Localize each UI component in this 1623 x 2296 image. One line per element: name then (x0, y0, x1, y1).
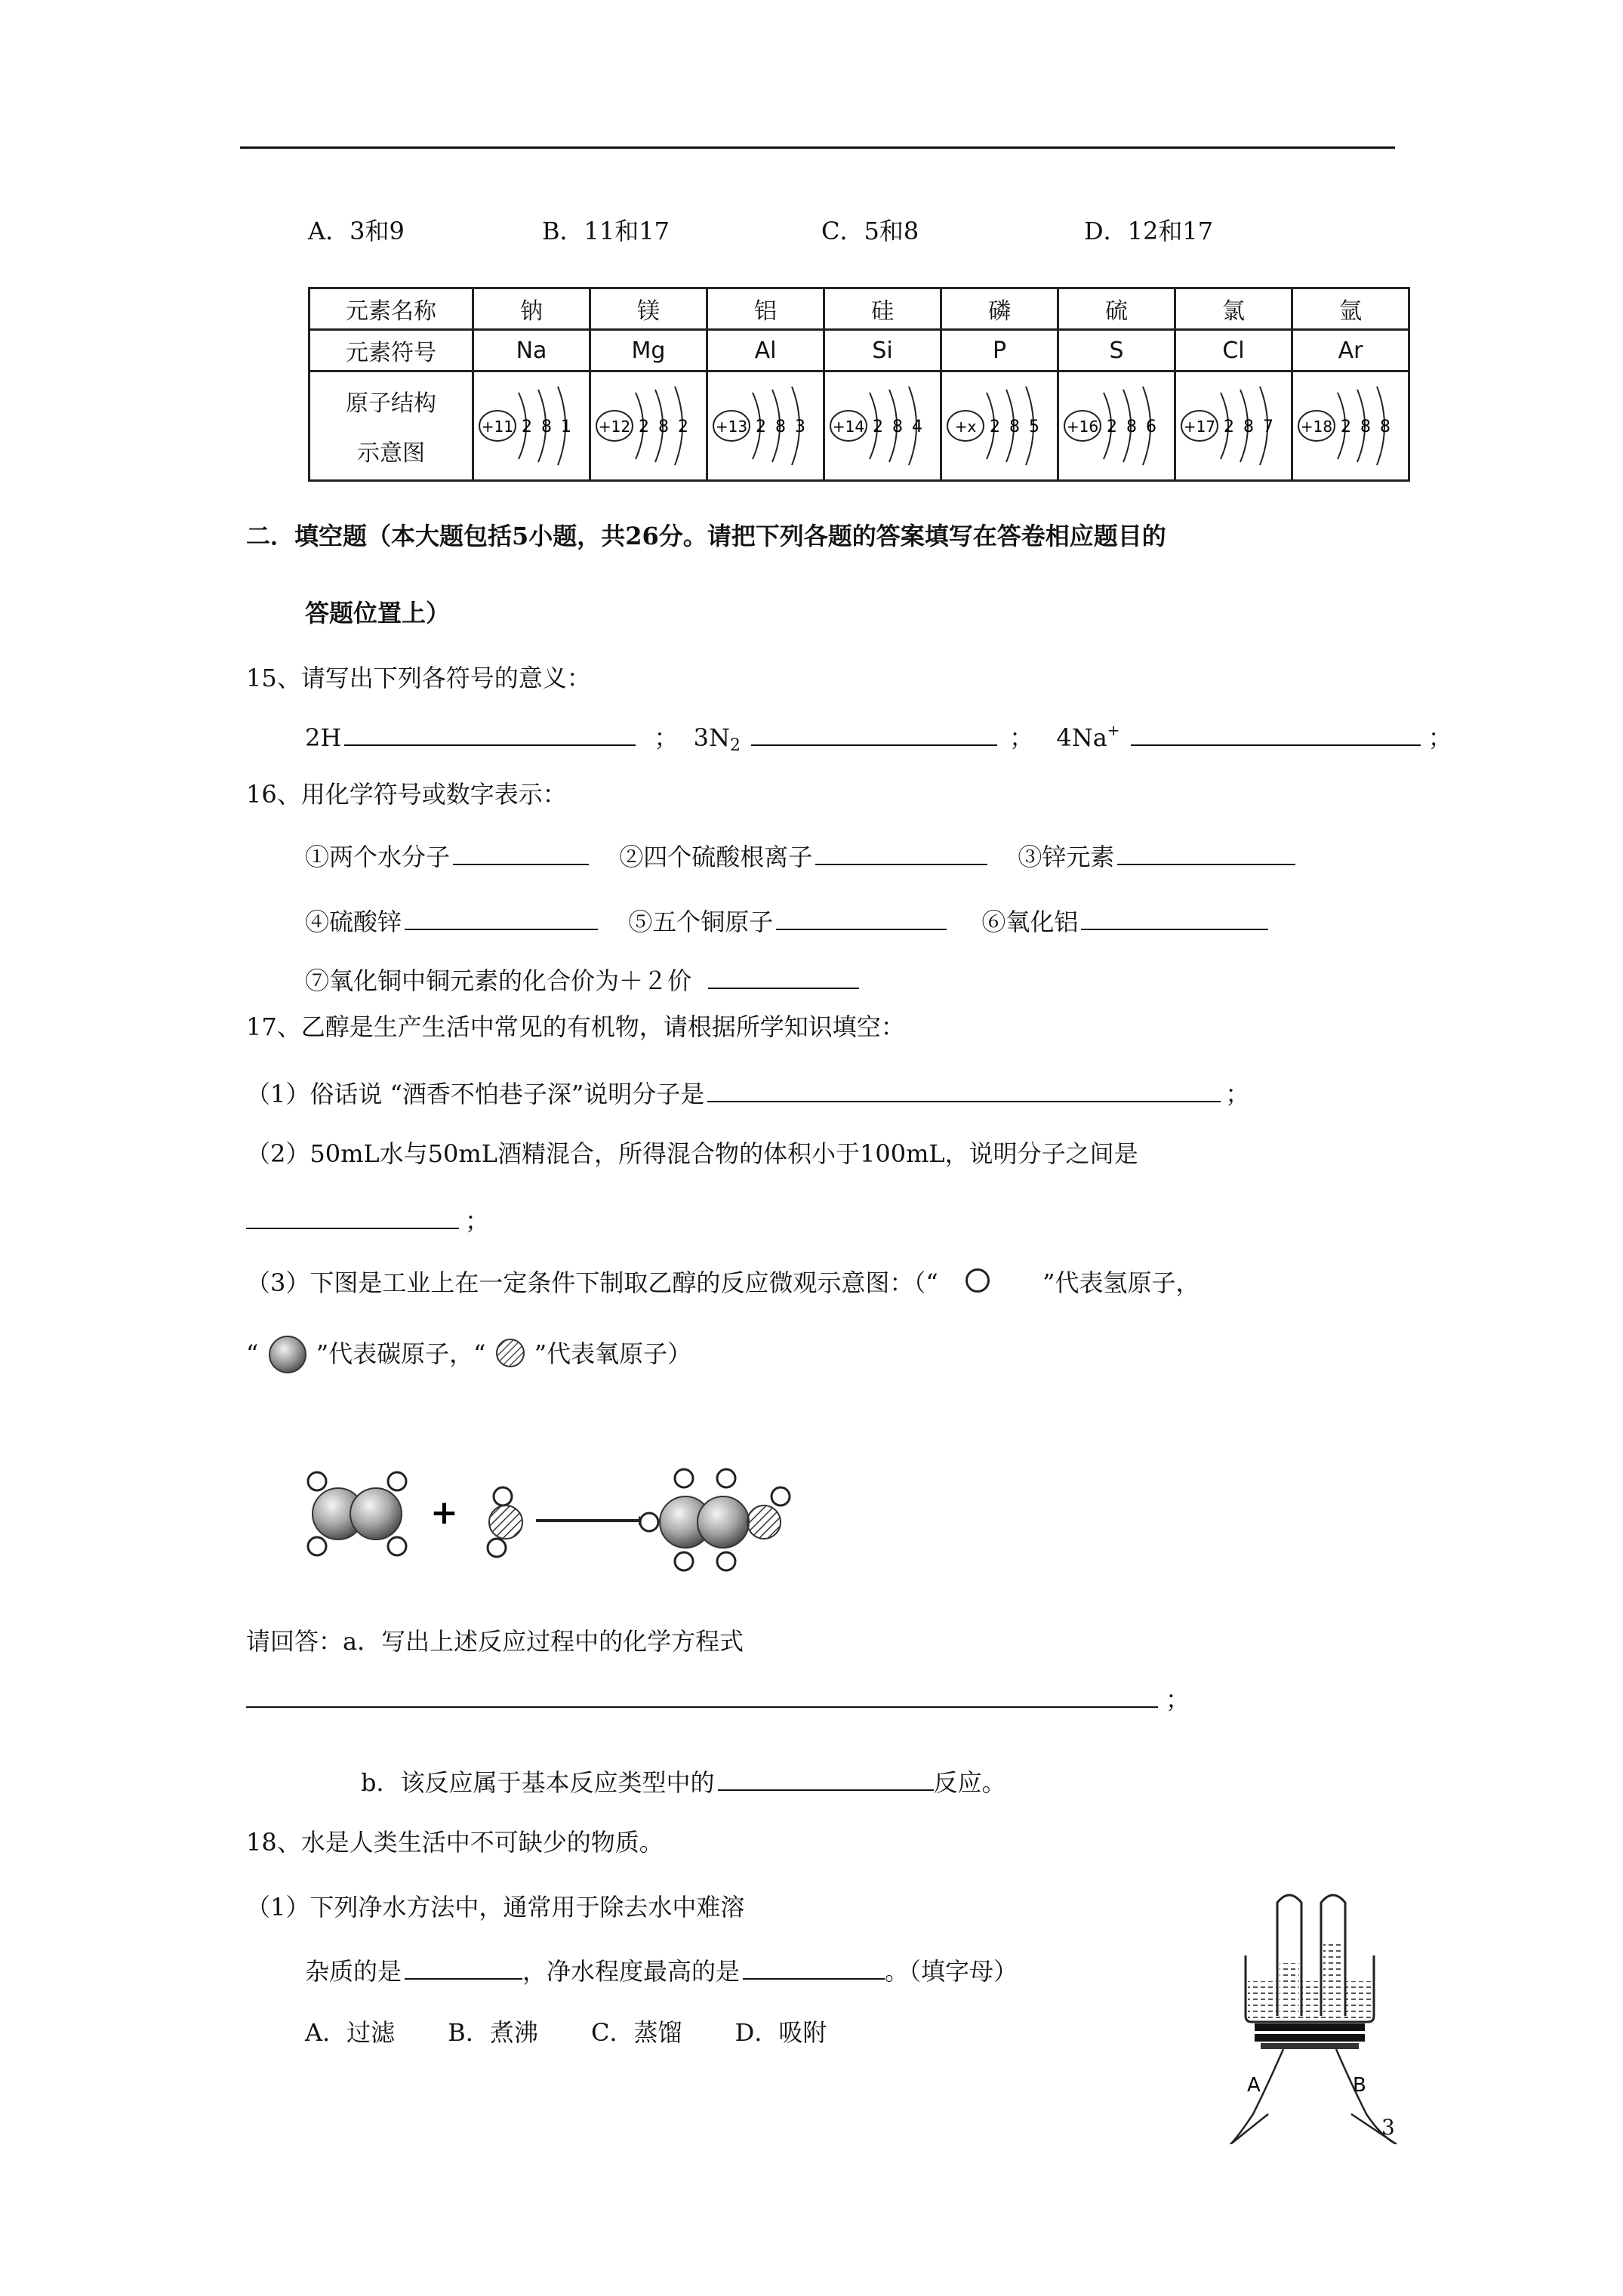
atom-diagram (1292, 371, 1409, 481)
q15-item3: 4Na+ (1056, 721, 1120, 752)
atom-diagram (1175, 371, 1292, 481)
shell-electron-count: 2 (756, 418, 766, 436)
hydrogen-legend-icon (965, 1268, 990, 1293)
page-number: 3 (1381, 2115, 1395, 2140)
hydrogen-atom (308, 1537, 326, 1555)
row-label-structure-line1: 原子结构 (346, 390, 436, 417)
q18-p1-cont: 杂质的是 ，净水程度最高的是 。（填字母） (305, 1957, 1018, 1986)
atom-structure-svg (943, 381, 1056, 471)
hydrogen-atom (717, 1469, 735, 1487)
nuclear-charge: +12 (598, 418, 631, 436)
hydrogen-atom (675, 1552, 693, 1570)
atom-structure-svg (1294, 381, 1407, 471)
answer-blank[interactable] (751, 722, 997, 746)
ethylene-molecule (308, 1472, 406, 1555)
hydrogen-atom (771, 1487, 790, 1505)
atom-diagram (590, 371, 707, 481)
q17-answer-a: 请回答：a．写出上述反应过程中的化学方程式 (246, 1627, 744, 1656)
option-a: A．3和9 (308, 217, 405, 245)
element-name: 磷 (941, 288, 1058, 330)
shell-electron-count: 8 (658, 418, 669, 436)
q15-item2: $3N_2$ (693, 723, 741, 755)
shell-electron-count: 8 (1009, 418, 1020, 436)
reaction-diagram (300, 1450, 829, 1586)
element-symbol: Si (824, 330, 941, 371)
electrolysis-apparatus (1208, 1888, 1404, 2144)
element-symbol: Na (473, 330, 590, 371)
shell-electron-count: 2 (1224, 418, 1234, 436)
q16-item: ②四个硫酸根离子 (619, 843, 813, 871)
element-name: 铝 (707, 288, 824, 330)
q17-p3-cont: “ ”代表碳原子，“ ”代表氧原子） (246, 1333, 691, 1376)
nuclear-charge: +18 (1300, 418, 1333, 436)
oxygen-atom (489, 1505, 522, 1539)
shell-electron-count: 8 (541, 418, 552, 436)
row-label-name: 元素名称 (310, 288, 473, 330)
row-label-symbol: 元素符号 (310, 330, 473, 371)
element-name: 钠 (473, 288, 590, 330)
hydrogen-atom (494, 1487, 512, 1505)
q16-row1 (305, 841, 1295, 869)
answer-blank[interactable] (1131, 722, 1421, 746)
nuclear-charge: +13 (715, 418, 748, 436)
answer-blank[interactable] (1117, 841, 1295, 865)
hydrogen-atom (717, 1552, 735, 1570)
hydrogen-atom (388, 1537, 406, 1555)
q18-options (305, 2020, 827, 2045)
answer-blank[interactable] (718, 1767, 934, 1791)
q16-item: ⑤五个铜原子 (628, 908, 774, 936)
element-symbol: S (1058, 330, 1175, 371)
water-molecule (488, 1487, 522, 1557)
option-d: D．12和17 (1084, 217, 1214, 245)
shell-electron-count: 8 (1243, 418, 1254, 436)
element-name: 氩 (1292, 288, 1409, 330)
nuclear-charge: +14 (832, 418, 865, 436)
separator: ； (654, 723, 679, 752)
element-symbol: Al (707, 330, 824, 371)
q15-stem: 15、请写出下列各符号的意义： (246, 664, 591, 692)
q16-row2 (305, 906, 1268, 934)
shell-electron-count: 8 (1126, 418, 1137, 436)
atom-diagram (473, 371, 590, 481)
hydrogen-atom (488, 1539, 506, 1557)
shell-electron-count: 2 (522, 418, 532, 436)
answer-blank[interactable] (405, 1955, 522, 1980)
section-title: 二．填空题（本大题包括5小题，共26分。请把下列各题的答案填写在答卷相应题目的 (246, 522, 1166, 550)
carbon-atom (698, 1496, 749, 1548)
oxygen-atom (747, 1505, 781, 1539)
electrode-a-label: A (1247, 2074, 1261, 2097)
element-table (308, 287, 1410, 482)
q17-answer-a-line: ； (246, 1684, 1190, 1712)
shell-electron-count: 8 (1380, 418, 1390, 436)
answer-blank[interactable] (708, 965, 859, 989)
element-name: 镁 (590, 288, 707, 330)
answer-blank[interactable] (344, 722, 636, 746)
shell-electron-count: 2 (678, 418, 688, 436)
element-symbol: Mg (590, 330, 707, 371)
atom-diagram (707, 371, 824, 481)
answer-blank[interactable] (743, 1955, 885, 1980)
element-name: 硅 (824, 288, 941, 330)
row-label-structure-line2: 示意图 (357, 440, 425, 467)
shell-electron-count: 2 (990, 418, 1000, 436)
answer-blank[interactable] (246, 1205, 459, 1229)
section-title-cont: 答题位置上） (305, 599, 451, 627)
atom-structure-svg (1060, 381, 1173, 471)
q16-item: ③锌元素 (1018, 843, 1115, 871)
shell-electron-count: 8 (892, 418, 903, 436)
q16-stem: 16、用化学符号或数字表示： (246, 780, 567, 809)
separator: ； (1009, 723, 1034, 752)
option: B．煮沸 (448, 2018, 538, 2047)
q18-stem: 18、水是人类生活中不可缺少的物质。 (246, 1828, 664, 1857)
q17-p2-answer: ； (246, 1205, 489, 1233)
q15-item1: 2H (305, 723, 342, 752)
electrode-b-label: B (1353, 2074, 1366, 2097)
carbon-atom (350, 1488, 402, 1539)
option-b: B．11和17 (542, 217, 670, 245)
header-rule (240, 146, 1395, 149)
hydrogen-atom (640, 1513, 658, 1531)
hydrogen-atom (675, 1469, 693, 1487)
element-symbol: P (941, 330, 1058, 371)
q17-p3: （3）下图是工业上在一定条件下制取乙醇的反应微观示意图：（“ ”代表氢原子， (246, 1268, 1200, 1297)
q16-item: ④硫酸锌 (305, 908, 402, 936)
q17-stem: 17、乙醇是生产生活中常见的有机物，请根据所学知识填空： (246, 1012, 905, 1041)
shell-electron-count: 8 (1360, 418, 1371, 436)
option: D．吸附 (735, 2018, 827, 2047)
element-symbol: Ar (1292, 330, 1409, 371)
atom-diagram (941, 371, 1058, 481)
atom-diagram (824, 371, 941, 481)
shell-electron-count: 2 (873, 418, 883, 436)
oxygen-legend-icon (494, 1336, 527, 1370)
q17-p2: （2）50mL水与50mL酒精混合，所得混合物的体积小于100mL，说明分子之间是 (246, 1139, 1138, 1168)
atom-diagram (1058, 371, 1175, 481)
q15-answers (305, 722, 1452, 754)
atom-structure-svg (1177, 381, 1290, 471)
ethanol-molecule (640, 1469, 790, 1570)
nuclear-charge: +11 (481, 418, 514, 436)
shell-electron-count: 2 (1107, 418, 1117, 436)
hydrogen-atom (308, 1472, 326, 1490)
element-name: 氯 (1175, 288, 1292, 330)
hydrogen-atom (388, 1472, 406, 1490)
answer-blank[interactable] (405, 906, 598, 930)
shell-electron-count: 4 (912, 418, 922, 436)
element-name: 硫 (1058, 288, 1175, 330)
nuclear-charge: +17 (1183, 418, 1216, 436)
q17-p1: （1）俗话说 “酒香不怕巷子深”说明分子是 ； (246, 1080, 1250, 1108)
nuclear-charge: +16 (1066, 418, 1099, 436)
q18-p1: （1）下列净水方法中，通常用于除去水中难溶 (246, 1893, 745, 1922)
answer-blank[interactable] (815, 841, 987, 865)
atom-structure-svg (709, 381, 822, 471)
plus-sign: + (430, 1493, 458, 1532)
option-c: C．5和8 (821, 217, 919, 245)
shell-electron-count: 8 (775, 418, 786, 436)
q16-item: ①两个水分子 (305, 843, 451, 871)
shell-electron-count: 1 (561, 418, 571, 436)
q16-item: ⑦氧化铜中铜元素的化合价为＋２价 (305, 966, 692, 995)
option: A．过滤 (305, 2018, 396, 2047)
answer-blank[interactable] (1081, 906, 1268, 930)
element-symbol: Cl (1175, 330, 1292, 371)
row-label-structure (310, 371, 473, 481)
nuclear-charge: +x (954, 418, 977, 436)
atom-structure-svg (475, 381, 588, 471)
answer-blank[interactable] (776, 906, 947, 930)
shell-electron-count: 3 (795, 418, 805, 436)
atom-structure-svg (592, 381, 705, 471)
shell-electron-count: 2 (639, 418, 649, 436)
answer-blank[interactable] (453, 841, 589, 865)
option: C．蒸馏 (591, 2018, 682, 2047)
answer-blank[interactable] (246, 1684, 1158, 1708)
answer-blank[interactable] (707, 1078, 1221, 1102)
q16-item: ⑥氧化铝 (981, 908, 1079, 936)
atom-structure-svg (826, 381, 939, 471)
shell-electron-count: 7 (1263, 418, 1273, 436)
shell-electron-count: 5 (1029, 418, 1039, 436)
q16-row3 (305, 965, 859, 993)
q17-answer-b: b．该反应属于基本反应类型中的 反应。 (361, 1768, 1006, 1797)
shell-electron-count: 2 (1341, 418, 1351, 436)
carbon-legend-icon (266, 1333, 309, 1376)
separator: ； (1427, 723, 1452, 752)
shell-electron-count: 6 (1146, 418, 1156, 436)
